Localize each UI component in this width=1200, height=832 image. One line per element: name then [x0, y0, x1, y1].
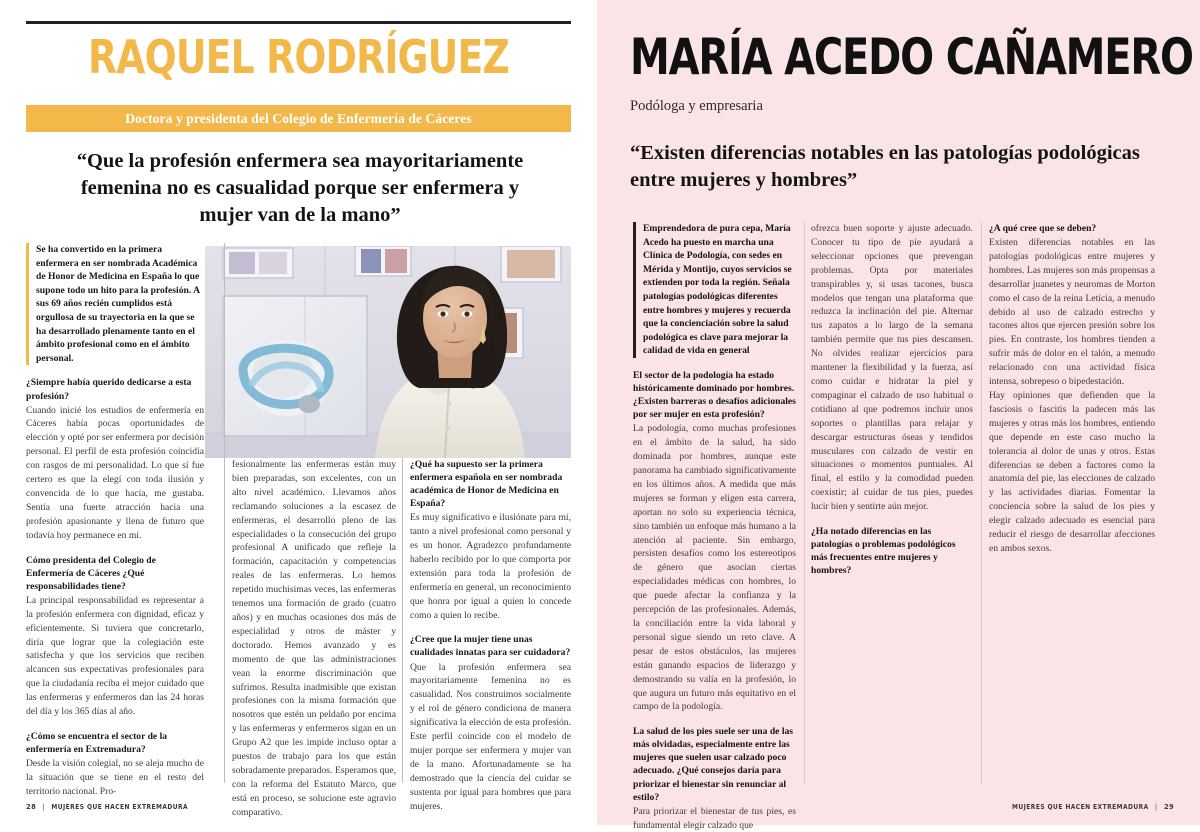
page-title: RAQUEL RODRÍGUEZ [88, 30, 509, 84]
page-left [0, 0, 597, 825]
column-3 [410, 458, 571, 814]
column-divider [224, 243, 225, 783]
question-r1: El sector de la podología ha estado históricamente dominado por hombres. ¿Existen barreras o desafíos adicionales por ser mujer en esta profesión? [633, 370, 796, 421]
right-column-2 [811, 222, 973, 577]
column-divider [804, 222, 805, 784]
role-subtitle: Podóloga y empresaria [630, 98, 763, 114]
footer-label: MUJERES QUE HACEN EXTREMADURA [1011, 802, 1149, 811]
answer-3: Desde la visión colegial, no se aleja mucho de la situación que se tiene en el resto del territorio nacional. Pro- [26, 758, 204, 797]
question-r3: ¿Ha notado diferencias en las patologías o problemas podológicos más frecuentes entre mujeres y hombres? [811, 526, 956, 577]
pull-quote: “Que la profesión enfermera sea mayoritariamente femenina no es casualidad porque ser enfermera y mujer van de la mano” [76, 150, 524, 226]
question-1: ¿Siempre había querido dedicarse a esta profesión? [26, 377, 192, 402]
answer-r2: Para priorizar el bienestar de tus pies, es fundamental elegir calzado que [633, 805, 796, 831]
question-4: ¿Qué ha supuesto ser la primera enfermera española en ser nombrada académica de Honor de Medicina en España? [410, 459, 563, 510]
answer-r1: La podología, como muchas profesiones en el ámbito de la salud, ha sido dominada por hombres, aunque este panorama ha cambiado significativamente en los últimos años. A medida que más mujeres se forman y eligen esta carrera, aportan no solo su experiencia técnica, sino también un enfoque más humano a la atención al paciente. Sin embargo, persisten desafíos como los estereotipos de género que asocian ciertas especialidades médicas con hombres, lo que puede afectar la confianza y la percepción de las profesionales. Además, la conciliación entre la vida laboral y personal sigue siendo un reto clave. A pesar de estos obstáculos, las mujeres están ganando espacios de liderazgo y demostrando su valía en la profesión, lo que augura un futuro más equitativo en el campo de la podología. [633, 423, 796, 713]
question-r4: ¿A qué cree que se deben? [989, 223, 1097, 234]
answer-continued: fesionalmente las enfermeras están muy bien preparadas, son excelentes, con un alto nivel académico. Llevamos años reclamando soluciones a la escasez de enfermeras, el desarrollo pleno de las especialidades o la consecución del grupo profesional A unificado que refleje la formación, capacitación y competencias reales de las enfermeras. Lo hemos repetido muchísimas veces, las enfermeras tenemos una formación de grado (cuatro años) y en muchas ocasiones dos más de especialidad y otros de máster y doctorado. Hemos avanzado y es momento de que las administraciones vean la enorme discriminación que sufrimos. Resulta inadmisible que existan profesiones con la misma formación que nosotros que estén un peldaño por encima y las enfermeras y enfermeros sigan en un Grupo A2 que les impide incluso optar a puestos de trabajo para los que están sobradamente preparados. Esperamos que, con la reforma del Estatuto Marco, que está en proceso, se solucione este agravio comparativo. [232, 459, 396, 818]
right-column-1 [633, 222, 796, 832]
answer-4: Es muy significativo e ilusiónate para mí, tanto a nivel profesional como personal y es un honor. Agradezco profundamente haberlo recibido por lo que comporta por extensión para toda la profesión de enfermería en general, un reconocimiento que honra por igual a quien lo concede como a quien lo recibe. [410, 512, 571, 621]
answer-5: Que la profesión enfermera sea mayoritariamente femenina no es casualidad. Nos construimos socialmente y el rol de género condiciona de manera significativa la elección de esta profesión. Este perfil coincide con el modelo de mujer porque ser enfermera y mujer van de la mano. Afortunadamente se ha demostrado que la ciencia del cuidar se sustenta por igual para hombres que para mujeres. [410, 661, 571, 812]
answer-r3: ofrezca buen soporte y ajuste adecuado. Conocer tu tipo de pie ayudará a seleccionar opciones que prevengan problemas. Opta por materiales transpirables y, si usas tacones, busca modelos que tengan una plataforma que reduzca la inclinación del pie. Alternar tus zapatos a lo largo de la semana también permite que tus pies descansen. No olvides realizar ejercicios para mantener la flexibilidad y la fuerza, así como cuidar e hidratar la piel y compaginar el calzado de uso habitual o cotidiano al que podremos incluir unos soportes o plantillas para relajar y descargar estructuras óseas y tendidos musculares con calzado de vestir en situaciones o momentos puntuales. Al final, el estilo y la comodidad pueden coexistir; al cuidar de tus pies, puedes lucir bien y sentirte aún mejor. [811, 223, 973, 513]
column-divider [402, 458, 403, 783]
answer-r5: Hay opiniones que defienden que la fasciosis o fascitis la padecen más las mujeres y otras más los hombres, entiendo que depende en este caso mucho la tolerancia al dolor de unas y otros. Estas diferencias se deben a factores como la anatomía del pie, las elecciones de calzado y las actividades diarias. Fomentar la conciencia sobre la salud de los pies y elegir calzado adecuado es esencial para reducir el riesgo de desarrollar afecciones en ambos sexos. [989, 390, 1155, 554]
answer-r4: Existen diferencias notables en las patologías podológicas entre mujeres y hombres. Las mujeres son más propensas a desarrollar juanetes y neuromas de Morton como el caso de la reina Leticia, a menudo debido al uso de calzado estrecho y tacones altos que ejercen presión sobre los pies. En contraste, los hombres tienden a sufrir más de dolor en el talón, a menudo relacionado con una actividad física intensa, sobrepeso o bipedestación. [989, 237, 1155, 388]
role-band [26, 105, 571, 132]
question-2: Cómo presidenta del Colegio de Enfermería de Cáceres ¿Qué responsabilidades tiene? [26, 554, 156, 592]
role-band-label: Doctora y presidenta del Colegio de Enfermería de Cáceres [125, 110, 472, 126]
footer-right [1012, 802, 1174, 811]
question-3: ¿Cómo se encuentra el sector de la enfermería en Extremadura? [26, 730, 168, 755]
question-r2: La salud de los pies suele ser una de las más olvidadas, especialmente entre las mujeres que suelen usar calzado poco adecuado. ¿Qué consejos daría para priorizar el bienestar sin renunciar al estilo? [633, 726, 794, 803]
lead-paragraph-2: Emprendedora de pura cepa, María Acedo ha puesto en marcha una Clínica de Podología, con sedes en Mérida y Montijo, cuyos servicios se extienden por toda la región. Señala patologías podológicas diferentes entre hombres y mujeres y recuerda que la concienciación sobre la salud podológica es clave para mejorar la calidad de vida en general [633, 222, 796, 358]
pull-quote-2: “Existen diferencias notables en las patologías podológicas entre mujeres y hombres” [630, 142, 1140, 192]
page-number: 29 [1163, 802, 1174, 811]
footer-label: MUJERES QUE HACEN EXTREMADURA [51, 802, 189, 811]
footer-separator: | [42, 802, 46, 811]
column-1 [26, 243, 204, 799]
page-title-2: MARÍA ACEDO CAÑAMERO [630, 28, 1193, 86]
column-divider [981, 222, 982, 784]
footer-left [26, 802, 188, 811]
lead-paragraph: Se ha convertido en la primera enfermera en ser nombrada Académica de Honor de Medicina en España lo que supone todo un hito para la profesión. A sus 69 años recién cumplidos está orgullosa de su trayectoria en la que se ha desarrollado plenamente tanto en el ámbito profesional como en el ámbito personal. [26, 243, 204, 365]
answer-2: La principal responsabilidad es representar a la profesión enfermera con dignidad, eficaz y eficientemente. Si tuviera que concretarlo, diría que lograr que la colegiación este satisfecha y que los servicios que reciben alcancen sus expectativas profesionales para que la ciudadanía reciba el mejor cuidado que las enfermeras y enfermeros dan las 24 horas del día y los 365 días al año. [26, 594, 204, 718]
column-2 [232, 458, 396, 820]
footer-separator: | [1154, 802, 1158, 811]
top-rule-divider [26, 21, 571, 24]
question-5: ¿Cree que la mujer tiene unas cualidades innatas para ser cuidadora? [410, 634, 571, 659]
page-number: 28 [26, 802, 37, 811]
right-column-3 [989, 222, 1155, 556]
answer-1: Cuando inicié los estudios de enfermería en Cáceres había pocas oportunidades de elección y opté por ser enfermera por decisión personal. El perfil de esta profesión coincidía con rasgos de mi personalidad. Lo que sí fue certero es que la elegí con toda ilusión y convencida de lo que hacía, me gustaba. Sentía una fuerte atracción hacia una profesión apasionante y llena de futuro que todavía hoy permanece en mí. [26, 404, 204, 541]
